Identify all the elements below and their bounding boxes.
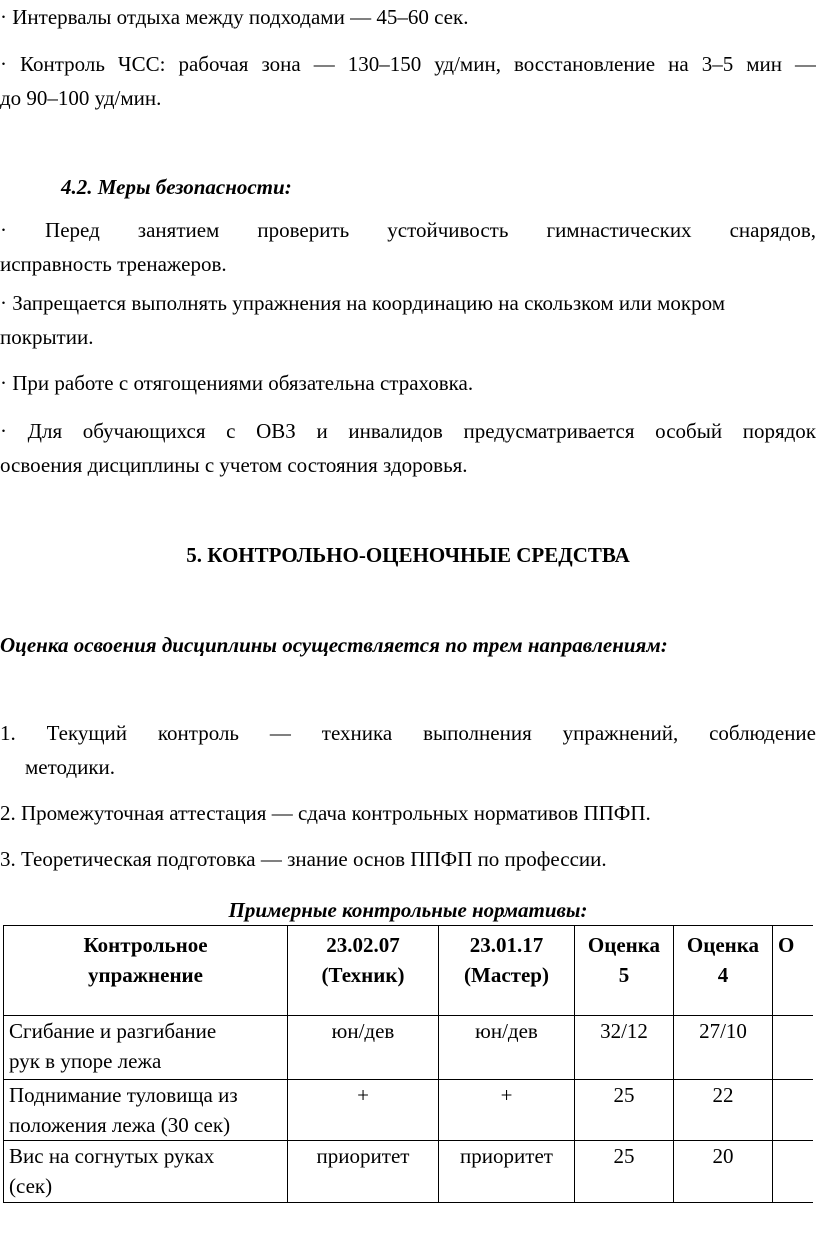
safety-item-3: · При работе с отягощениями обязательна страховка. bbox=[0, 371, 474, 395]
row-technician: юн/дев bbox=[288, 1016, 439, 1080]
list-item-2: 2. Промежуточная аттестация — сдача контрольных нормативов ППФП. bbox=[0, 801, 651, 825]
row-technician: + bbox=[288, 1080, 439, 1141]
safety-item-4-line2: освоения дисциплины с учетом состояния здоровья. bbox=[0, 453, 468, 477]
list-item-1-line1: 1. Текущий контроль — техника выполнения упражнений, соблюдение bbox=[0, 721, 816, 745]
row-grade-4: 27/10 bbox=[674, 1016, 773, 1080]
safety-heading: 4.2. Меры безопасности: bbox=[61, 175, 292, 199]
table-caption: Примерные контрольные нормативы: bbox=[228, 898, 588, 922]
row-master: приоритет bbox=[439, 1141, 575, 1203]
safety-item-2-line2: покрытии. bbox=[0, 325, 94, 349]
header-exercise: Контрольное упражнение bbox=[4, 926, 288, 1016]
list-item-1-line2: методики. bbox=[25, 755, 116, 779]
row-clipped bbox=[773, 1141, 814, 1203]
safety-item-1-line1: · Перед занятием проверить устойчивость гимнастических снарядов, bbox=[0, 218, 816, 242]
heart-rate-text-line1: · Контроль ЧСС: рабочая зона — 130–150 уд/мин, восстановление на 3–5 мин — bbox=[0, 52, 816, 76]
row-grade-5: 25 bbox=[575, 1141, 674, 1203]
row-exercise: Сгибание и разгибание рук в упоре лежа bbox=[4, 1016, 288, 1080]
row-grade-5: 25 bbox=[575, 1080, 674, 1141]
section-heading: 5. КОНТРОЛЬНО-ОЦЕНОЧНЫЕ СРЕДСТВА bbox=[186, 543, 630, 567]
header-grade-5: Оценка 5 bbox=[575, 926, 674, 1016]
header-grade-4: Оценка 4 bbox=[674, 926, 773, 1016]
standards-table bbox=[3, 925, 813, 1203]
header-master: 23.01.17 (Мастер) bbox=[439, 926, 575, 1016]
safety-item-4-line1: · Для обучающихся с ОВЗ и инвалидов предусматривается особый порядок bbox=[0, 419, 816, 443]
header-technician: 23.02.07 (Техник) bbox=[288, 926, 439, 1016]
row-clipped bbox=[773, 1080, 814, 1141]
row-master: юн/дев bbox=[439, 1016, 575, 1080]
table-row bbox=[4, 1141, 814, 1203]
row-clipped bbox=[773, 1016, 814, 1080]
row-grade-4: 22 bbox=[674, 1080, 773, 1141]
row-grade-5: 32/12 bbox=[575, 1016, 674, 1080]
list-item-3: 3. Теоретическая подготовка — знание основ ППФП по профессии. bbox=[0, 847, 607, 871]
heart-rate-text-line2: до 90–100 уд/мин. bbox=[0, 86, 162, 110]
table-header-row bbox=[4, 926, 814, 1016]
row-grade-4: 20 bbox=[674, 1141, 773, 1203]
header-clipped: О bbox=[773, 926, 814, 1016]
row-exercise: Вис на согнутых руках (сек) bbox=[4, 1141, 288, 1203]
row-master: + bbox=[439, 1080, 575, 1141]
safety-item-2-line1: · Запрещается выполнять упражнения на координацию на скользком или мокром bbox=[0, 291, 725, 315]
rest-intervals-text: · Интервалы отдыха между подходами — 45–60 сек. bbox=[0, 5, 469, 29]
table-row bbox=[4, 1080, 814, 1141]
assessment-intro: Оценка освоения дисциплины осуществляется по трем направлениям: bbox=[0, 633, 668, 657]
table-row bbox=[4, 1016, 814, 1080]
safety-item-1-line2: исправность тренажеров. bbox=[0, 252, 227, 276]
row-exercise: Поднимание туловища из положения лежа (30 сек) bbox=[4, 1080, 288, 1141]
row-technician: приоритет bbox=[288, 1141, 439, 1203]
